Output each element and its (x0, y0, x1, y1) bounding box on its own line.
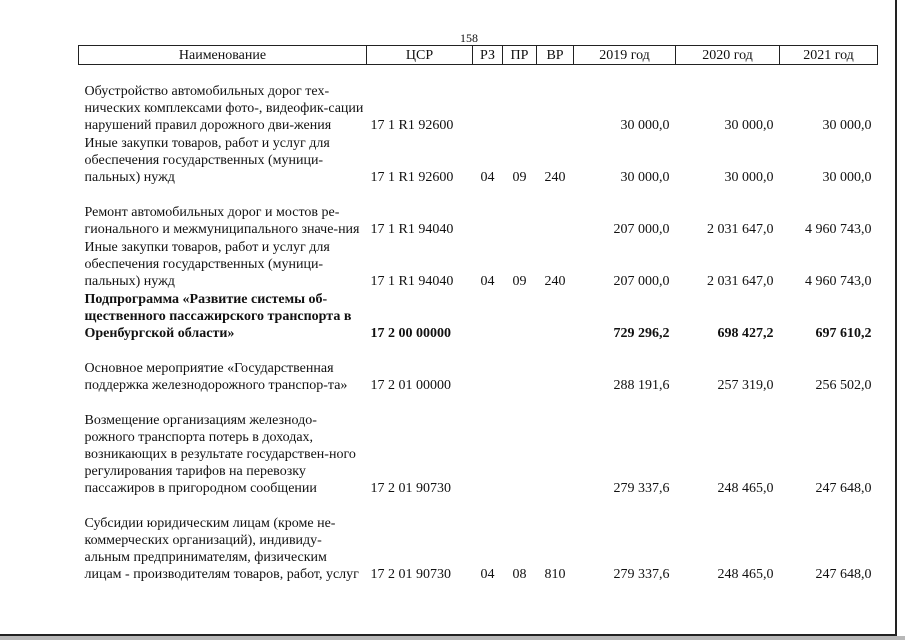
cell-vr (537, 394, 574, 497)
cell-2021: 247 648,0 (815, 567, 872, 582)
cell-2019: 279 337,6 (613, 481, 670, 496)
cell-2020: 257 319,0 (717, 378, 774, 393)
cell-rz: 04 (480, 567, 495, 582)
cell-pr (503, 290, 537, 342)
cell-2020: 698 427,2 (717, 326, 774, 341)
table-row (79, 238, 878, 290)
cell-vr: 240 (544, 274, 566, 289)
table-row (79, 290, 878, 342)
cell-pr (503, 394, 537, 497)
cell-pr (503, 65, 537, 135)
page-border-right (895, 0, 897, 636)
header-name: Наименование (79, 46, 367, 65)
cell-name: Субсидии юридическим лицам (кроме не-коммерческих организаций), индивиду-альным предпринимателям, физическим лицам - производителям товаров, работ, услуг (84, 516, 359, 582)
cell-2021: 256 502,0 (815, 378, 872, 393)
cell-pr: 08 (512, 567, 527, 582)
cell-rz (473, 394, 503, 497)
header-2021: 2021 год (780, 46, 878, 65)
page-number: 158 (460, 31, 478, 45)
cell-2020: 30 000,0 (724, 170, 774, 185)
cell-csr: 17 2 01 00000 (370, 378, 451, 393)
cell-vr (537, 290, 574, 342)
table-row (79, 134, 878, 186)
cell-2019: 729 296,2 (613, 326, 670, 341)
cell-name: Иные закупки товаров, работ и услуг для обеспечения государственных (муници-пальных) нужд (84, 240, 330, 289)
cell-2019: 279 337,6 (613, 567, 670, 582)
cell-2019: 30 000,0 (620, 170, 670, 185)
header-rz: РЗ (473, 46, 503, 65)
cell-vr (537, 65, 574, 135)
cell-2019: 207 000,0 (613, 222, 670, 237)
cell-2020: 248 465,0 (717, 567, 774, 582)
cell-2020: 30 000,0 (724, 118, 774, 133)
cell-pr (503, 342, 537, 394)
cell-pr (503, 186, 537, 238)
cell-pr: 09 (512, 274, 527, 289)
header-pr: ПР (503, 46, 537, 65)
cell-2021: 4 960 743,0 (805, 222, 872, 237)
table-header-row (79, 46, 878, 65)
cell-2019: 207 000,0 (613, 274, 670, 289)
header-2019: 2019 год (574, 46, 676, 65)
table-row (79, 186, 878, 238)
table-row (79, 342, 878, 394)
cell-csr: 17 1 R1 94040 (370, 222, 454, 237)
cell-rz: 04 (480, 170, 495, 185)
cell-2020: 2 031 647,0 (707, 222, 774, 237)
cell-csr: 17 1 R1 94040 (370, 274, 454, 289)
cell-vr (537, 342, 574, 394)
table-row (79, 65, 878, 135)
scan-edge (0, 636, 905, 640)
cell-2021: 4 960 743,0 (805, 274, 872, 289)
cell-name: Обустройство автомобильных дорог тех-нических комплексами фото-, видеофик-сации нарушений правил дорожного дви-жения (84, 84, 364, 133)
header-vr: ВР (537, 46, 574, 65)
cell-name: Основное мероприятие «Государственная поддержка железнодорожного транспор-та» (84, 361, 348, 393)
cell-2021: 30 000,0 (822, 118, 872, 133)
cell-2021: 30 000,0 (822, 170, 872, 185)
cell-2019: 288 191,6 (613, 378, 670, 393)
cell-2020: 2 031 647,0 (707, 274, 774, 289)
cell-rz (473, 342, 503, 394)
cell-vr: 810 (544, 567, 566, 582)
cell-rz (473, 186, 503, 238)
cell-2019: 30 000,0 (620, 118, 670, 133)
cell-name: Иные закупки товаров, работ и услуг для обеспечения государственных (муници-пальных) нужд (84, 136, 330, 185)
cell-rz (473, 290, 503, 342)
cell-csr: 17 1 R1 92600 (370, 118, 454, 133)
cell-rz: 04 (480, 274, 495, 289)
cell-2020: 248 465,0 (717, 481, 774, 496)
header-csr: ЦСР (367, 46, 473, 65)
cell-csr: 17 2 00 00000 (370, 326, 451, 341)
cell-vr (537, 186, 574, 238)
cell-csr: 17 2 01 90730 (370, 481, 451, 496)
cell-name: Ремонт автомобильных дорог и мостов ре-гионального и межмуниципального значе-ния (84, 205, 360, 237)
cell-csr: 17 1 R1 92600 (370, 170, 454, 185)
cell-2021: 247 648,0 (815, 481, 872, 496)
cell-vr: 240 (544, 170, 566, 185)
cell-name: Подпрограмма «Развитие системы об-щественного пассажирского транспорта в Оренбургской области» (84, 292, 352, 341)
cell-csr: 17 2 01 90730 (370, 567, 451, 582)
cell-rz (473, 65, 503, 135)
table-body (79, 65, 878, 584)
budget-table (78, 45, 878, 583)
table-row (79, 394, 878, 497)
cell-2021: 697 610,2 (815, 326, 872, 341)
table-row (79, 497, 878, 583)
header-2020: 2020 год (676, 46, 780, 65)
cell-name: Возмещение организациям железнодо-рожного транспорта потерь в доходах, возникающих в результате государствен-ного регулирования тарифов на перевозку пассажиров в пригородном сообщении (84, 413, 356, 496)
cell-pr: 09 (512, 170, 527, 185)
